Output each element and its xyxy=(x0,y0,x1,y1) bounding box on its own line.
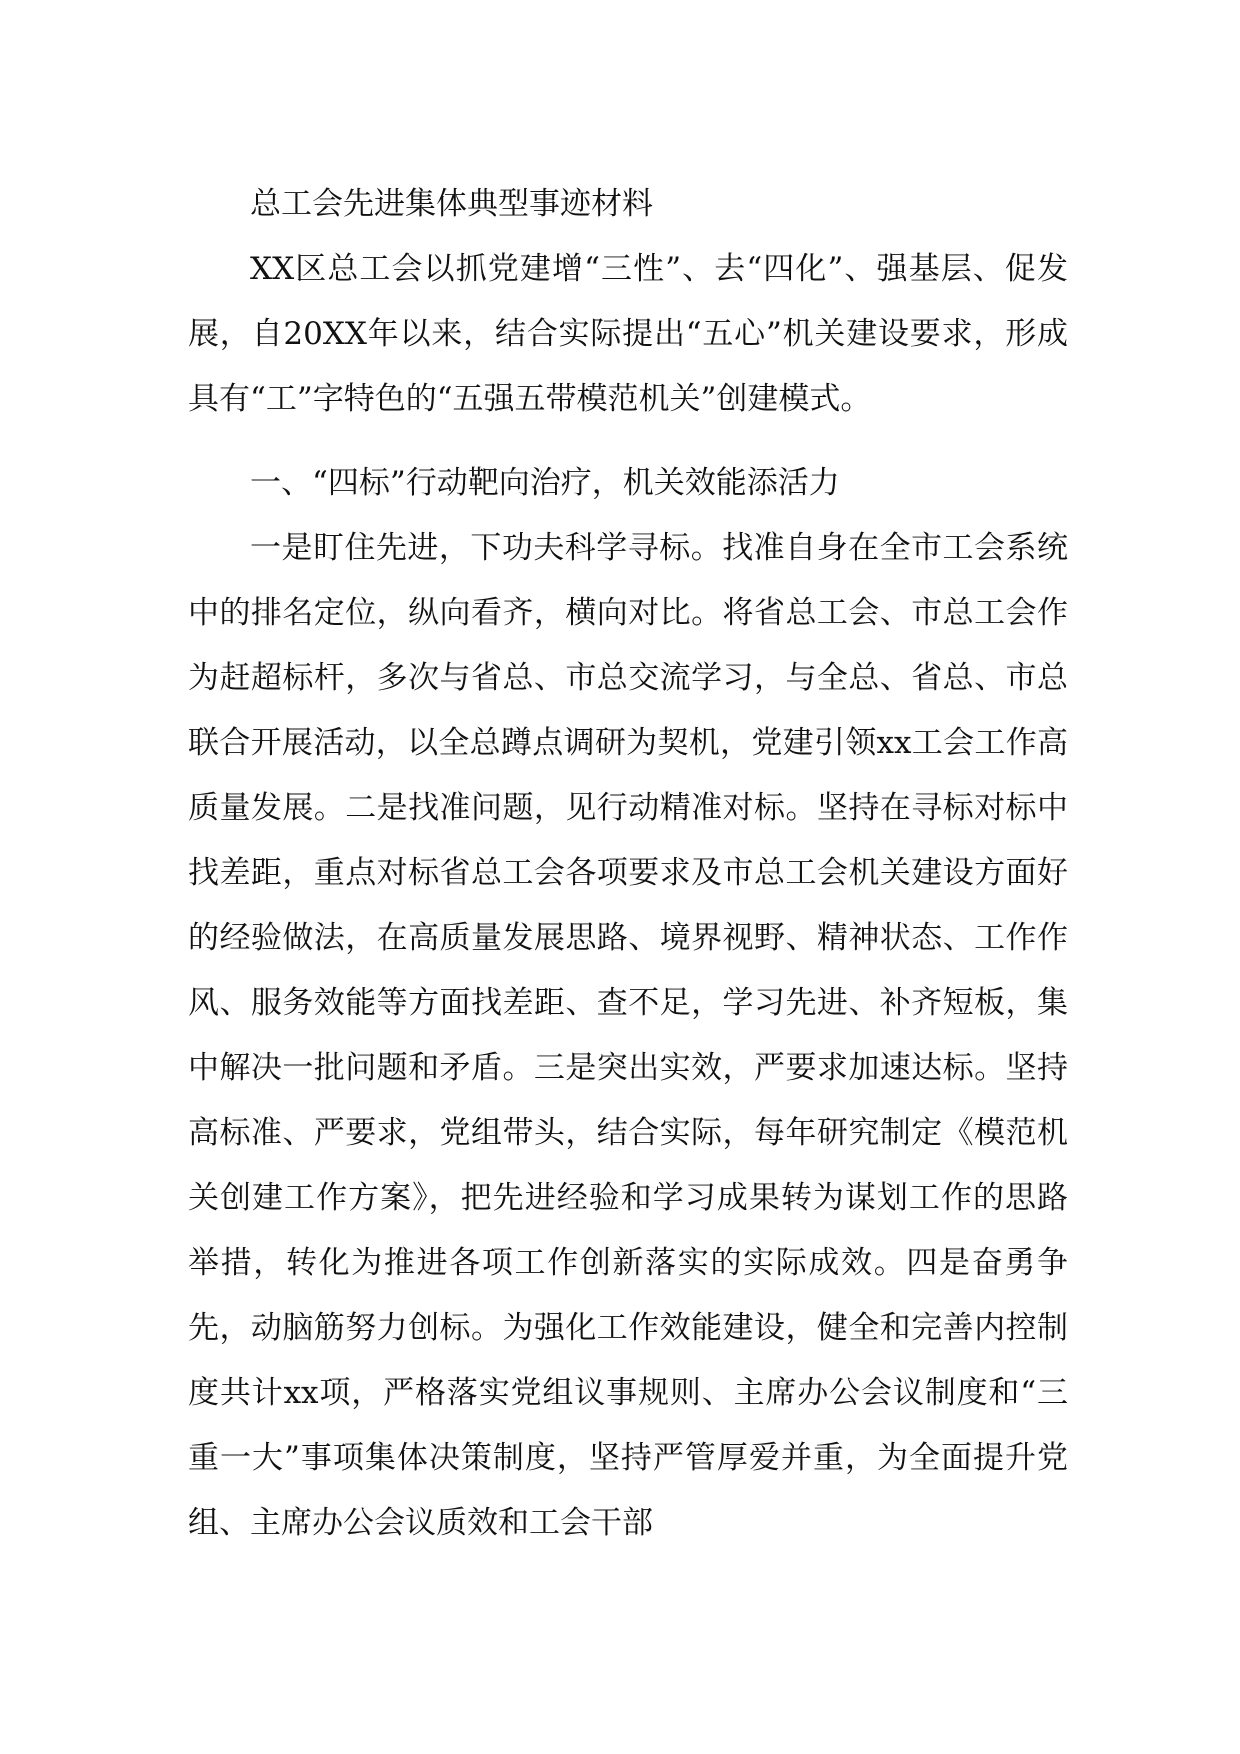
section-paragraph: 一是盯住先进，下功夫科学寻标。找准自身在全市工会系统中的排名定位，纵向看齐，横向对比。将省总工会、市总工会作为赶超标杆，多次与省总、市总交流学习，与全总、省总、市总联合开展活动，以全总蹲点调研为契机，党建引领xx工会工作高质量发展。二是找准问题，见行动精准对标。坚持在寻标对标中找差距，重点对标省总工会各项要求及市总工会机关建设方面好的经验做法，在高质量发展思路、境界视野、精神状态、工作作风、服务效能等方面找差距、查不足，学习先进、补齐短板，集中解决一批问题和矛盾。三是突出实效，严要求加速达标。坚持高标准、严要求，党组带头，结合实际，每年研究制定《模范机关创建工作方案》，把先进经验和学习成果转为谋划工作的思路举措，转化为推进各项工作创新落实的实际成效。四是奋勇争先，动脑筋努力创标。为强化工作效能建设，健全和完善内控制度共计xx项，严格落实党组议事规则、主席办公会议制度和“三重一大”事项集体决策制度，坚持严管厚爱并重，为全面提升党组、主席办公会议质效和工会干部 xyxy=(188,530,1068,1541)
document-body xyxy=(188,172,1068,1556)
intro-paragraph: XX区总工会以抓党建增“三性”、去“四化”、强基层、促发展，自20XX年以来，结合实际提出“五心”机关建设要求，形成具有“工”字特色的“五强五带模范机关”创建模式。 xyxy=(188,251,1068,417)
section-heading: 一、“四标”行动靶向治疗，机关效能添活力 xyxy=(250,465,840,501)
document-title: 总工会先进集体典型事迹材料 xyxy=(250,186,653,222)
